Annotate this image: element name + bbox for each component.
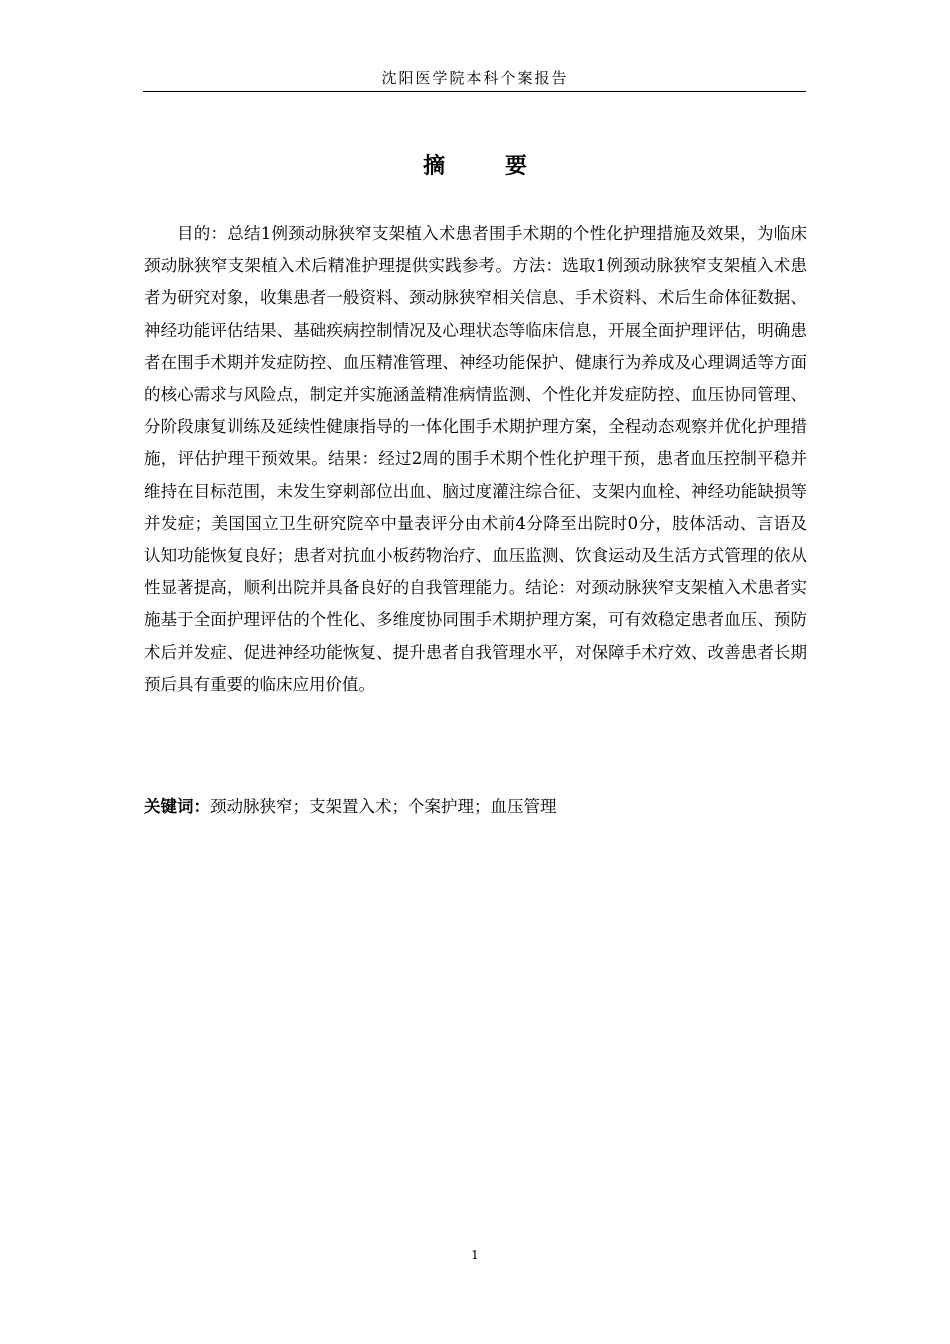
- keywords-label: 关键词：: [144, 797, 210, 816]
- report-header-title: 沈阳医学院本科个案报告: [381, 69, 569, 87]
- page-number: 1: [471, 1248, 479, 1262]
- header-divider: [143, 91, 806, 92]
- abstract-body-text: 目的：总结1例颈动脉狭窄支架植入术患者围手术期的个性化护理措施及效果，为临床颈动脉狭窄支架植入术后精准护理提供实践参考。方法：选取1例颈动脉狭窄支架植入术患者为研究对象，收集患者一般资料、颈动脉狭窄相关信息、手术资料、术后生命体征数据、神经功能评估结果、基础疾病控制情况及心理状态等临床信息，开展全面护理评估，明确患者在围手术期并发症防控、血压精准管理、神经功能保护、健康行为养成及心理调适等方面的核心需求与风险点，制定并实施涵盖精准病情监测、个性化并发症防控、血压协同管理、分阶段康复训练及延续性健康指导的一体化围手术期护理方案，全程动态观察并优化护理措施，评估护理干预效果。结果：经过2周的围手术期个性化护理干预，患者血压控制平稳并维持在目标范围，未发生穿刺部位出血、脑过度灌注综合征、支架内血栓、神经功能缺损等并发症；美国国立卫生研究院卒中量表评分由术前4分降至出院时0分，肢体活动、言语及认知功能恢复良好；患者对抗血小板药物治疗、血压监测、饮食运动及生活方式管理的依从性显著提高，顺利出院并具备良好的自我管理能力。结论：对颈动脉狭窄支架植入术患者实施基于全面护理评估的个性化、多维度协同围手术期护理方案，可有效稳定患者血压、预防术后并发症、促进神经功能恢复、提升患者自我管理水平，对保障手术疗效、改善患者长期预后具有重要的临床应用价值。: [144, 224, 807, 694]
- keywords-line: [144, 793, 807, 821]
- keywords-text: 颈动脉狭窄；支架置入术；个案护理；血压管理: [210, 797, 557, 816]
- abstract-heading: 摘 要: [423, 154, 553, 179]
